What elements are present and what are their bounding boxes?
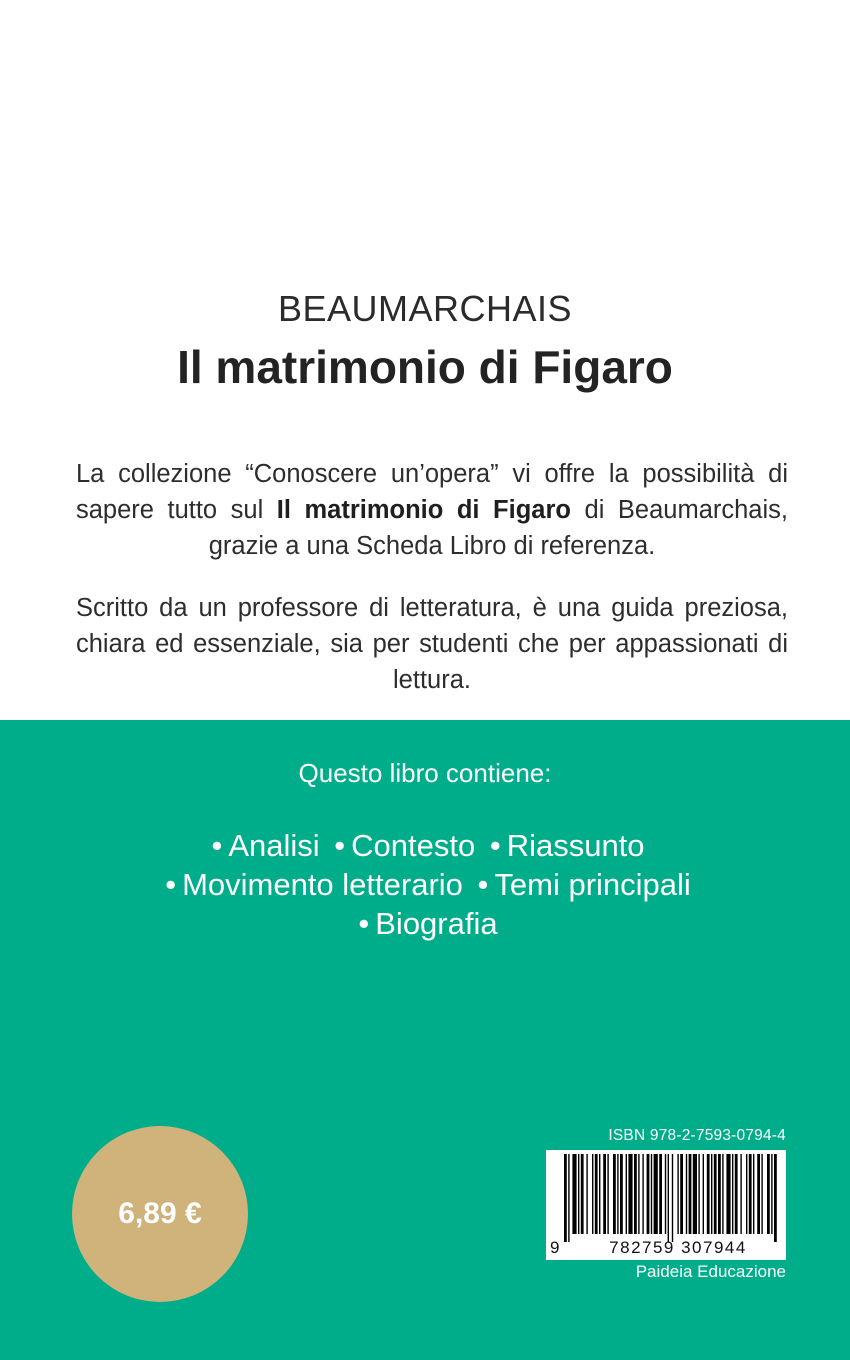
barcode-bar [703, 1154, 704, 1234]
isbn-label: ISBN 978-2-7593-0794-4 [608, 1127, 786, 1144]
barcode-bar [732, 1154, 733, 1234]
contents-line-3 [0, 904, 850, 943]
barcode [546, 1150, 786, 1260]
barcode-bar [722, 1154, 723, 1234]
contents-line-1 [0, 826, 850, 865]
description-text: di Beaumarchais, grazie a una Scheda Libro di referenza. [208, 496, 788, 560]
bullet: • [334, 828, 346, 863]
topic-analisi: Analisi [228, 828, 320, 863]
barcode-bar [568, 1154, 569, 1242]
barcode-bar [586, 1154, 587, 1234]
barcode-bar [607, 1154, 608, 1234]
barcode-bar [651, 1154, 652, 1234]
barcode-bar [581, 1154, 584, 1234]
price-badge [72, 1126, 248, 1302]
barcode-bar [572, 1154, 576, 1234]
barcode-bar [659, 1154, 662, 1234]
barcode-bar [761, 1154, 762, 1234]
barcode-bar [613, 1154, 616, 1234]
barcode-bar [689, 1154, 692, 1234]
barcode-bar [654, 1154, 658, 1234]
barcode-bar [626, 1154, 627, 1234]
description-text: La collezione “Conoscere un’opera” vi offre la possibilità di sapere tutto sul [76, 460, 788, 524]
barcode-bar [746, 1154, 747, 1234]
publisher-name: Paideia Educazione [635, 1262, 786, 1281]
barcode-bar [771, 1154, 772, 1234]
barcode-bar [599, 1154, 600, 1234]
topic-biografia: Biografia [375, 906, 498, 941]
contents-heading: Questo libro contiene: [298, 758, 552, 788]
barcode-bar [749, 1154, 752, 1234]
barcode-bar [711, 1154, 712, 1234]
contents-line-2 [0, 865, 850, 904]
barcode-bar [707, 1154, 710, 1234]
barcode-bar [680, 1154, 683, 1234]
barcode-bar [564, 1154, 567, 1242]
barcode-bar [634, 1154, 637, 1234]
barcode-bar [714, 1154, 717, 1234]
topic-contesto: Contesto [351, 828, 476, 863]
barcode-bar [767, 1154, 770, 1234]
barcode-bar [677, 1154, 678, 1234]
barcode-bar [595, 1154, 598, 1234]
bullet: • [477, 867, 489, 902]
barcode-bar [628, 1154, 632, 1234]
barcode-bar [665, 1154, 666, 1234]
topic-movimento-letterario: Movimento letterario [182, 867, 463, 902]
barcode-bar [753, 1154, 754, 1234]
barcode-bar [735, 1154, 738, 1234]
barcode-bar [726, 1154, 730, 1234]
barcode-bar [718, 1154, 721, 1234]
barcode-bar [672, 1154, 673, 1242]
author-name: BEAUMARCHAIS [277, 288, 573, 329]
barcode-bar [642, 1154, 643, 1234]
bullet: • [165, 867, 177, 902]
description-title-bold: Il matrimonio di Figaro [276, 496, 571, 524]
barcode-bar [757, 1154, 760, 1234]
topic-riassunto: Riassunto [506, 828, 645, 863]
barcode-bar [603, 1154, 606, 1234]
barcode-bar [698, 1154, 699, 1234]
barcode-bar [620, 1154, 623, 1234]
description-paragraph-1 [76, 456, 788, 564]
contents-list [0, 826, 850, 943]
book-title: Il matrimonio di Figaro [177, 341, 673, 393]
barcode-bar [693, 1154, 697, 1234]
topic-temi-principali: Temi principali [494, 867, 691, 902]
barcode-bar [592, 1154, 593, 1234]
description-paragraph-2: Scritto da un professore di letteratura, è una guida preziosa, chiara ed essenziale, sia per studenti che per appassionati di lettura. [76, 594, 788, 694]
barcode-first-digit: 9 [550, 1238, 560, 1257]
bullet: • [358, 906, 370, 941]
barcode-bar [668, 1154, 669, 1242]
barcode-bar [774, 1154, 777, 1242]
price-label: 6,89 € [118, 1197, 202, 1230]
bullet: • [489, 828, 501, 863]
barcode-bar [638, 1154, 639, 1234]
barcode-bar [617, 1154, 618, 1234]
barcode-digits: 782759 307944 [609, 1238, 747, 1257]
bullet: • [211, 828, 223, 863]
barcode-bar [740, 1154, 741, 1234]
barcode-bar [647, 1154, 650, 1234]
barcode-bar [686, 1154, 687, 1234]
barcode-bar [578, 1154, 579, 1234]
